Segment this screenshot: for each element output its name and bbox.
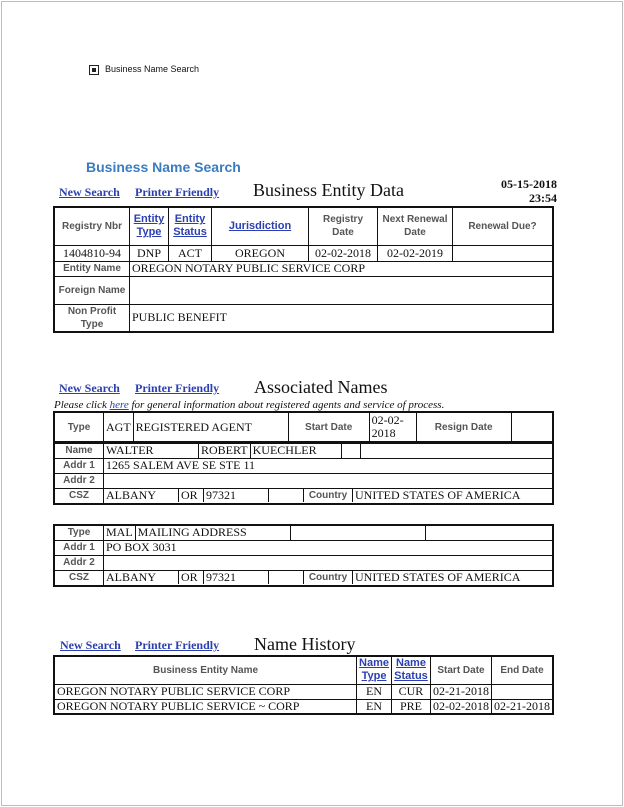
agent-name-extra <box>360 443 553 458</box>
agent-last-name: KUECHLER <box>250 443 341 458</box>
printer-friendly-link-2[interactable]: Printer Friendly <box>135 381 220 395</box>
renewal-due <box>453 245 554 261</box>
history-status: CUR <box>392 684 431 699</box>
mail-resign-blank <box>425 525 553 540</box>
history-start: 02-21-2018 <box>430 684 491 699</box>
print-title: Business Name Search <box>105 64 200 74</box>
agent-address-table <box>53 442 554 505</box>
agent-start-date: 02-02-2018 <box>369 412 416 442</box>
entity-table <box>53 206 554 333</box>
mail-csz-blank <box>269 571 304 584</box>
agent-csz-blank <box>269 489 304 502</box>
history-name: OREGON NOTARY PUBLIC SERVICE ~ CORP <box>54 699 357 714</box>
col-name-status[interactable]: Name Status <box>392 656 431 684</box>
col-jurisdiction[interactable]: Jurisdiction <box>212 207 309 245</box>
timestamp <box>501 177 557 205</box>
entity-status: ACT <box>169 245 212 261</box>
history-table <box>53 655 554 715</box>
history-type: EN <box>357 699 392 714</box>
agent-zip: 97321 <box>204 489 269 502</box>
foreign-name-label: Foreign Name <box>54 276 130 304</box>
agent-resign-label: Resign Date <box>416 412 511 442</box>
history-name: OREGON NOTARY PUBLIC SERVICE CORP <box>54 684 357 699</box>
history-start: 02-02-2018 <box>430 699 491 714</box>
col-name-type[interactable]: Name Type <box>357 656 392 684</box>
registry-nbr: 1404810-94 <box>54 245 130 261</box>
date: 05-15-2018 <box>501 177 557 191</box>
mail-country-label: Country <box>304 571 353 584</box>
agent-addr1-label: Addr 1 <box>54 458 104 473</box>
section-title: Business Name Search <box>86 159 241 175</box>
jurisdiction: OREGON <box>212 245 309 261</box>
agent-suffix <box>341 443 360 458</box>
col-business-entity-name: Business Entity Name <box>54 656 357 684</box>
agent-first-name: WALTER <box>104 443 199 458</box>
agent-country: UNITED STATES OF AMERICA <box>355 489 521 503</box>
col-entity-status[interactable]: Entity Status <box>169 207 212 245</box>
note-text-end: for general information about registered agents and service of process. <box>128 399 445 411</box>
mail-zip: 97321 <box>204 571 269 584</box>
mail-type-label: Type <box>54 525 104 540</box>
mail-type-code: MAL <box>104 525 136 540</box>
col-entity-type[interactable]: Entity Type <box>130 207 169 245</box>
entity-name-label: Entity Name <box>54 261 130 276</box>
col-registry-date: Registry Date <box>309 207 378 245</box>
agent-addr2-label: Addr 2 <box>54 473 104 488</box>
agent-city: ALBANY <box>104 489 179 502</box>
agent-type-desc: REGISTERED AGENT <box>133 412 288 442</box>
history-end <box>492 684 554 699</box>
agent-start-label: Start Date <box>288 412 369 442</box>
col-next-renewal: Next Renewal Date <box>378 207 453 245</box>
agent-addr1: 1265 SALEM AVE SE STE 11 <box>104 458 554 473</box>
agent-csz-cell <box>104 488 554 504</box>
new-search-link-2[interactable]: New Search <box>59 381 120 395</box>
agent-note <box>54 399 444 411</box>
mail-addr1-label: Addr 1 <box>54 540 104 555</box>
mail-start-blank <box>290 525 425 540</box>
agent-type-label: Type <box>54 412 104 442</box>
mail-csz-label: CSZ <box>54 570 104 586</box>
col-end-date: End Date <box>492 656 554 684</box>
note-text: Please click <box>54 399 110 411</box>
agent-csz-label: CSZ <box>54 488 104 504</box>
table-row <box>54 684 553 699</box>
page-icon <box>89 65 99 75</box>
mail-country: UNITED STATES OF AMERICA <box>355 571 521 585</box>
printer-friendly-link[interactable]: Printer Friendly <box>135 185 220 199</box>
agent-csz-row <box>104 489 552 502</box>
here-link[interactable]: here <box>109 399 129 411</box>
agent-resign-date <box>511 412 553 442</box>
time: 23:54 <box>529 191 557 205</box>
table-row <box>54 699 553 714</box>
agent-middle-name: ROBERT <box>199 443 251 458</box>
nonprofit-type: PUBLIC BENEFIT <box>130 304 554 332</box>
mail-state: OR <box>179 571 204 584</box>
mail-addr2 <box>104 555 554 570</box>
new-search-link-3[interactable]: New Search <box>60 638 121 652</box>
mail-addr2-label: Addr 2 <box>54 555 104 570</box>
printer-friendly-link-3[interactable]: Printer Friendly <box>135 638 220 652</box>
mail-city: ALBANY <box>104 571 179 584</box>
mail-type-desc: MAILING ADDRESS <box>135 525 290 540</box>
mail-addr1: PO BOX 3031 <box>104 540 554 555</box>
history-status: PRE <box>392 699 431 714</box>
history-type: EN <box>357 684 392 699</box>
mail-csz-cell <box>104 570 554 586</box>
agent-country-label: Country <box>304 489 353 502</box>
nonprofit-label: Non Profit Type <box>54 304 130 332</box>
agent-table <box>53 411 554 443</box>
associated-heading: Associated Names <box>254 377 388 397</box>
entity-name: OREGON NOTARY PUBLIC SERVICE CORP <box>130 261 554 276</box>
history-end: 02-21-2018 <box>492 699 554 714</box>
entity-type: DNP <box>130 245 169 261</box>
col-registry-nbr: Registry Nbr <box>54 207 130 245</box>
next-renewal-date: 02-02-2019 <box>378 245 453 261</box>
new-search-link[interactable]: New Search <box>59 185 120 199</box>
history-heading: Name History <box>254 634 356 654</box>
mailing-table <box>53 524 554 587</box>
col-renewal-due: Renewal Due? <box>453 207 554 245</box>
agent-name-label: Name <box>54 443 104 458</box>
col-start-date: Start Date <box>430 656 491 684</box>
mail-csz-row <box>104 571 552 584</box>
foreign-name <box>130 276 554 304</box>
entity-heading: Business Entity Data <box>253 180 404 200</box>
agent-state: OR <box>179 489 204 502</box>
registry-date: 02-02-2018 <box>309 245 378 261</box>
agent-addr2 <box>104 473 554 488</box>
agent-type-code: AGT <box>104 412 134 442</box>
